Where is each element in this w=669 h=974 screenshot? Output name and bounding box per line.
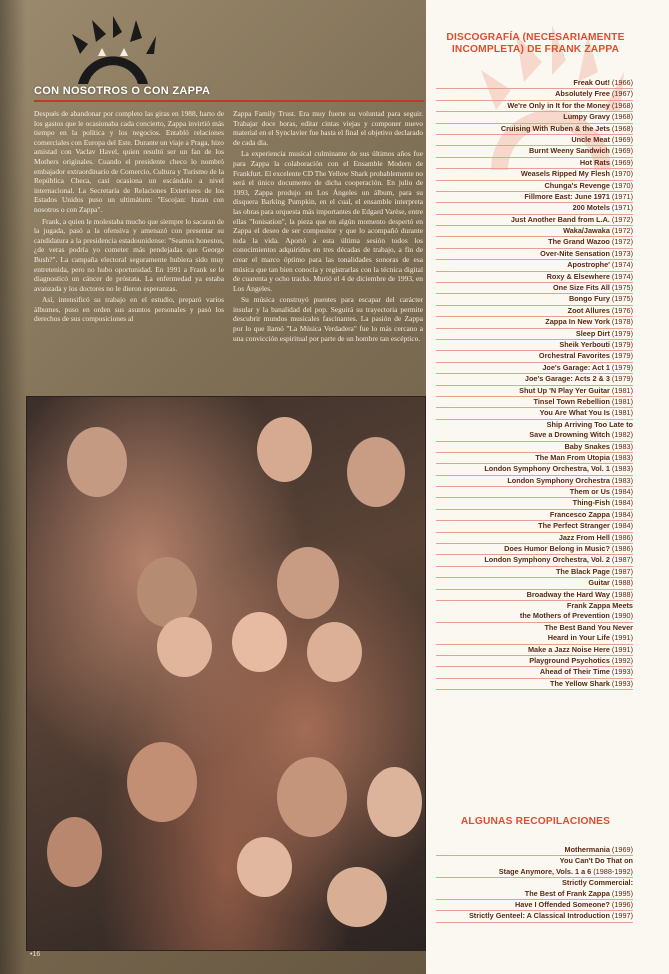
band-photo [26, 396, 426, 951]
album-year: (1979) [611, 351, 633, 361]
album-title: Them or Us [569, 487, 610, 497]
album-year: (1969) [611, 134, 633, 144]
list-item [436, 555, 633, 566]
album-year: (1979) [611, 362, 633, 372]
album-title: The Man From Utopia [535, 452, 610, 462]
list-item [436, 78, 633, 89]
list-item [436, 633, 633, 644]
photo-face [277, 547, 339, 619]
page-number: •16 [30, 951, 41, 958]
list-item [436, 158, 633, 169]
album-title: Sleep Dirt [575, 328, 610, 338]
list-item [436, 430, 633, 441]
list-item [436, 476, 633, 487]
album-title: Ahead of Their Time [539, 667, 610, 677]
list-item [436, 900, 633, 911]
album-year: (1987) [611, 566, 633, 576]
paragraph: La experiencia musical culminante de sus últimos años fue para Zappa la colaboración con el Ensamble Modern de Frankfurt. El excelente CD The Yellow Shark probablemente no será el único documento de dicha cooperación. En julio de 1993, Zappa produjo en Los Ángeles un álbum, para su disquera Barking Pumpkin, en el cual, el ensamble interpreta las obras para orquesta más importantes de Edgard Varèse, entre ellas "Ionisation", la pieza que en algún momento despertó en Zappa el deseo de ser compositor y que lo acompañó durante toda la vida. Aportó a esta última sesión todos los conocimientos adquiridos en tres décadas de trabajo, a fin de crear el marco óptimo para las tonalidades sonoras de esa música que tan bien conocía y registrarlas con la técnica digital de cuarenta y ocho tracks. Murió el 4 de diciembre de 1993, en Los Ángeles. [233, 149, 423, 293]
article-title: CON NOSOTROS O CON ZAPPA [34, 85, 211, 97]
album-title: Strictly Commercial: [562, 878, 633, 888]
album-title: Zoot Allures [567, 305, 610, 315]
photo-face [232, 612, 287, 672]
album-year: (1968) [611, 100, 633, 110]
list-item [436, 146, 633, 157]
discography-heading: DISCOGRAFÍA (NECESARIAMENTE INCOMPLETA) DE FRANK ZAPPA [446, 32, 625, 55]
album-year: (1990) [611, 611, 633, 621]
list-item [436, 135, 633, 146]
list-item [436, 578, 633, 589]
album-title: Roxy & Elsewhere [546, 271, 610, 281]
list-item [436, 656, 633, 667]
album-title: Strictly Genteel: A Classical Introduction [468, 911, 610, 921]
album-title: Sheik Yerbouti [559, 339, 610, 349]
list-item [436, 260, 633, 271]
list-item [436, 363, 633, 374]
album-year: (1984) [611, 521, 633, 531]
album-title: Jazz From Hell [558, 532, 610, 542]
album-title: The Grand Wazoo [548, 237, 610, 247]
list-item [436, 590, 633, 601]
paragraph: Después de abandonar por completo las giras en 1988, harto de los gastos que le ocasionaba cada concierto, Zappa invirtió más tiempo en la política y los negocios. Entabló relaciones comerciales con Europa del Este. Durante un viaje a Praga, hizo amistad con Vaclav Havel, quien resultó ser un fan de los Mothers originales. Cuando el presidente checo lo nombró embajador extraordinario de Comercio, Cultura y Turismo de la República Checa, casi ocasiona un escándalo a nivel internacional. La Secretaría de Relaciones Exteriores de los Estados Unidos puso un ultimátum: "Escojan: Iratan con nosotros o con Zappa". [34, 109, 224, 214]
list-item [436, 498, 633, 509]
list-item [436, 856, 633, 866]
list-item [436, 867, 633, 878]
album-title: The Yellow Shark [550, 678, 610, 688]
album-year: (1979) [611, 328, 633, 338]
album-year: (1979) [611, 374, 633, 384]
album-title: Burnt Weeny Sandwich [528, 146, 610, 156]
list-item [436, 567, 633, 578]
album-year: (1984) [611, 487, 633, 497]
album-year: (1988) [611, 578, 633, 588]
paragraph: Zappa Family Trust. Era muy fuerte su voluntad para seguir. Trabajar doce horas, editar cintas viejas y componer nuevo material en el Synclavier fue hasta el final el objetivo declarado de cada día. [233, 109, 423, 147]
album-year: (1971) [611, 203, 633, 213]
list-item [436, 453, 633, 464]
album-title: Lumpy Gravy [563, 112, 610, 122]
album-year: (1971) [611, 191, 633, 201]
list-item [436, 237, 633, 248]
album-year: (1986) [611, 532, 633, 542]
album-year: (1970) [611, 180, 633, 190]
album-title: Cruising With Ruben & the Jets [500, 123, 610, 133]
album-year: (1974) [611, 260, 633, 270]
list-item [436, 487, 633, 498]
album-title: Baby Snakes [564, 441, 610, 451]
album-year: (1978) [611, 317, 633, 327]
album-title: London Symphony Orchestra, Vol. 2 [484, 555, 610, 565]
album-title: Frank Zappa Meets [566, 600, 633, 610]
compilations-list [436, 845, 633, 923]
list-item [436, 442, 633, 453]
list-item [436, 397, 633, 408]
album-year: (1968) [611, 112, 633, 122]
album-year: (1969) [611, 157, 633, 167]
list-item [436, 408, 633, 419]
album-year: (1982) [611, 430, 633, 440]
photo-face [347, 437, 405, 507]
album-year: (1981) [611, 396, 633, 406]
album-year: (1981) [611, 408, 633, 418]
album-title: The Best Band You Never [544, 622, 633, 632]
list-item [436, 124, 633, 135]
album-year: (1983) [611, 475, 633, 485]
list-item [436, 192, 633, 203]
photo-face [157, 617, 212, 677]
photo-face [127, 742, 197, 822]
list-item [436, 645, 633, 656]
list-item [436, 283, 633, 294]
photo-face [367, 767, 422, 837]
album-year: (1972) [611, 214, 633, 224]
list-item [436, 911, 633, 922]
album-year: (1975) [611, 283, 633, 293]
list-item [436, 169, 633, 180]
compilations-heading: ALGUNAS RECOPILACIONES [460, 816, 611, 827]
list-item [436, 464, 633, 475]
album-title: Waka/Jawaka [563, 226, 610, 236]
list-item [436, 889, 633, 900]
album-title: London Symphony Orchestra, Vol. 1 [484, 464, 610, 474]
album-year: (1974) [611, 271, 633, 281]
list-item [436, 611, 633, 622]
album-year: (1973) [611, 248, 633, 258]
list-item [436, 510, 633, 521]
album-title: Weasels Ripped My Flesh [520, 169, 610, 179]
album-title: Just Another Band from L.A. [510, 214, 610, 224]
album-title: Guitar [588, 578, 610, 588]
album-title: the Mothers of Prevention [519, 611, 610, 621]
album-year: (1979) [611, 339, 633, 349]
album-year: (1966) [611, 78, 633, 87]
album-year: (1981) [611, 385, 633, 395]
list-item [436, 89, 633, 100]
list-item [436, 317, 633, 328]
list-item [436, 667, 633, 678]
album-year: (1995) [611, 888, 633, 898]
list-item [436, 226, 633, 237]
paragraph: Frank, a quien le molestaba mucho que siempre lo sacaran de la jugada, pasó a la ofensiva y amenazó con presentar su candidatura a la presidencia estadounidense: "Seamos honestos, ¿de veras podría yo cometer más pendejadas que George Bush?". La campaña electoral seguramente hubiera sido muy entretenida, pero no hubo oportunidad. En 1991 a Frank se le diagnosticó un cáncer de próstata. La enfermedad ya estaba avanzada y los doctores no le dieron esperanzas. [34, 216, 224, 293]
discography-list [436, 78, 633, 690]
album-title: Hot Rats [579, 157, 610, 167]
list-item [436, 351, 633, 362]
album-year: (1983) [611, 464, 633, 474]
album-title: The Best of Frank Zappa [524, 888, 610, 898]
album-year: (1993) [611, 667, 633, 677]
album-title: The Black Page [555, 566, 610, 576]
list-item [436, 306, 633, 317]
list-item [436, 215, 633, 226]
list-item [436, 623, 633, 633]
album-title: Save a Drowning Witch [529, 430, 610, 440]
album-title: Does Humor Belong in Music? [504, 544, 610, 554]
album-title: Have I Offended Someone? [515, 899, 610, 909]
album-title: Apostrophe' [567, 260, 610, 270]
list-item [436, 112, 633, 123]
album-title: Fillmore East: June 1971 [524, 191, 610, 201]
list-item [436, 420, 633, 430]
list-item [436, 374, 633, 385]
album-title: Joe's Garage: Acts 2 & 3 [524, 374, 610, 384]
album-year: (1970) [611, 169, 633, 179]
photo-face [67, 427, 127, 497]
album-title: Uncle Meat [571, 134, 610, 144]
photo-face [47, 817, 102, 887]
album-year: (1968) [611, 123, 633, 133]
list-item [436, 181, 633, 192]
album-year: (1988-1992) [593, 866, 633, 876]
list-item [436, 878, 633, 888]
photo-face [307, 622, 362, 682]
album-year: (1976) [611, 305, 633, 315]
album-year: (1967) [611, 89, 633, 99]
list-item [436, 533, 633, 544]
article-column-2 [233, 109, 423, 345]
list-item [436, 329, 633, 340]
album-title: Freak Out! [573, 78, 610, 87]
album-title: Absolutely Free [555, 89, 610, 99]
spine-shadow [0, 0, 26, 974]
album-title: Mothermania [564, 845, 610, 854]
list-item [436, 845, 633, 856]
album-title: Shut Up 'N Play Yer Guitar [519, 385, 610, 395]
album-title: 200 Motels [572, 203, 610, 213]
album-title: Orchestral Favorites [538, 351, 610, 361]
album-year: (1983) [611, 452, 633, 462]
photo-face [237, 837, 292, 897]
list-item [436, 294, 633, 305]
album-title: We're Only in It for the Money [507, 100, 610, 110]
album-year: (1992) [611, 655, 633, 665]
album-title: Playground Psychotics [529, 655, 610, 665]
album-year: (1987) [611, 555, 633, 565]
list-item [436, 101, 633, 112]
album-year: (1969) [611, 845, 633, 854]
album-title: Bongo Fury [568, 294, 610, 304]
list-item [436, 601, 633, 611]
list-item [436, 679, 633, 690]
album-title: Make a Jazz Noise Here [527, 644, 610, 654]
list-item [436, 272, 633, 283]
list-item [436, 386, 633, 397]
album-title: Zappa In New York [545, 317, 610, 327]
album-title: Joe's Garage: Act 1 [542, 362, 610, 372]
list-item [436, 203, 633, 214]
album-title: Heard in Your Life [547, 633, 610, 643]
mothers-logo-icon [58, 14, 168, 94]
album-title: Over-Nite Sensation [540, 248, 610, 258]
list-item [436, 521, 633, 532]
album-title: Chunga's Revenge [544, 180, 610, 190]
album-title: Ship Arriving Too Late to [546, 419, 633, 429]
album-title: Broadway the Hard Way [526, 589, 610, 599]
album-year: (1988) [611, 589, 633, 599]
album-title: Thing-Fish [572, 498, 610, 508]
album-year: (1996) [611, 899, 633, 909]
album-year: (1969) [611, 146, 633, 156]
title-rule [34, 100, 424, 102]
album-year: (1975) [611, 294, 633, 304]
album-year: (1972) [611, 226, 633, 236]
list-item [436, 249, 633, 260]
album-year: (1972) [611, 237, 633, 247]
album-title: London Symphony Orchestra [507, 475, 610, 485]
album-year: (1991) [611, 633, 633, 643]
album-title: You Can't Do That on [559, 856, 633, 866]
album-year: (1983) [611, 441, 633, 451]
photo-face [257, 417, 312, 482]
album-title: Tinsel Town Rebellion [533, 396, 610, 406]
album-title: Francesco Zappa [549, 509, 610, 519]
album-title: Stage Anymore, Vols. 1 a 6 [498, 866, 592, 876]
paragraph: Su música construyó puentes para escapar del carácter insular y la banalidad del pop. Seguirá su trayectoria permite descubrir mundos musicales fascinantes. La pasión de Zappa por lo que llamó "La Música Verdadera" fue lo más cercano a una convicción espiritual por parte de un hombre tan escéptico. [233, 295, 423, 343]
album-year: (1984) [611, 498, 633, 508]
album-year: (1997) [611, 911, 633, 921]
album-year: (1984) [611, 509, 633, 519]
album-year: (1991) [611, 644, 633, 654]
album-title: The Perfect Stranger [538, 521, 610, 531]
list-item [436, 340, 633, 351]
album-year: (1986) [611, 544, 633, 554]
article-column-1 [34, 109, 224, 326]
album-year: (1993) [611, 678, 633, 688]
album-title: You Are What You Is [539, 408, 610, 418]
photo-face [277, 757, 347, 837]
list-item [436, 544, 633, 555]
paragraph: Así, intensificó su trabajo en el estudio, preparó varios álbumes, puso en orden sus asuntos personales y pasó los derechos de sus composiciones al [34, 295, 224, 324]
photo-face [327, 867, 387, 927]
album-title: One Size Fits All [553, 283, 610, 293]
